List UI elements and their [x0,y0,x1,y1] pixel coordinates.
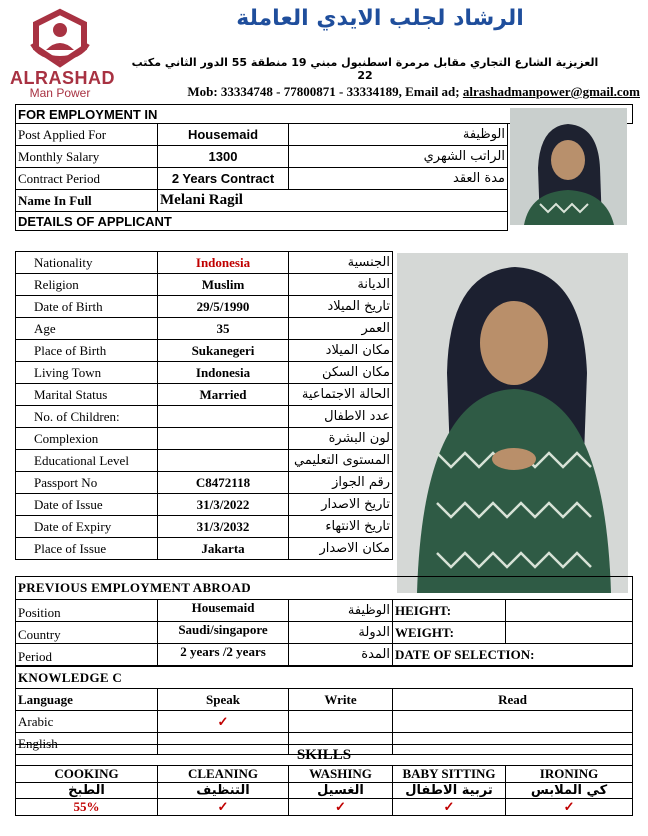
applicant-photo-small [510,108,627,225]
applicant-field-label: Passport No [16,472,158,494]
language-arabic: Arabic [16,711,158,733]
applicant-field-label: Religion [16,274,158,296]
applicant-field-value: Married [158,384,289,406]
applicant-field-value: 31/3/2032 [158,516,289,538]
skill-mark: 55% [16,799,158,816]
weight-label: WEIGHT: [393,622,506,644]
applicant-field-label: No. of Children: [16,406,158,428]
skill-name-ar: الطبخ [16,783,158,799]
speak-header: Speak [158,689,289,711]
applicant-field-value: Indonesia [158,252,289,274]
company-title: الرشاد لجلب الايدي العاملة [236,6,524,31]
applicant-row [16,494,393,516]
applicant-row [16,252,393,274]
applicant-row [16,538,393,560]
arabic-read [393,711,633,733]
skill-mark: ✓ [506,799,633,816]
applicant-field-label-ar: رقم الجواز [289,472,393,494]
name-value: Melani Ragil [158,190,508,212]
applicant-row [16,428,393,450]
applicant-row [16,472,393,494]
contract-value: 2 Years Contract [158,168,289,190]
skill-name: IRONING [506,766,633,783]
applicant-field-label-ar: تاريخ الانتهاء [289,516,393,538]
applicant-field-label-ar: عدد الاطفال [289,406,393,428]
post-label: Post Applied For [16,124,158,146]
height-value [506,600,633,622]
applicant-field-label-ar: مكان السكن [289,362,393,384]
contract-label-ar: مدة العقد [289,168,508,190]
contact-line [120,84,640,100]
salary-label-ar: الراتب الشهري [289,146,508,168]
skills-table [15,744,633,816]
applicant-field-label-ar: المستوى التعليمي [289,450,393,472]
applicant-field-label: Date of Expiry [16,516,158,538]
applicant-field-label-ar: الديانة [289,274,393,296]
language-header: Language [16,689,158,711]
applicant-field-value: Jakarta [158,538,289,560]
applicant-field-label-ar: الحالة الاجتماعية [289,384,393,406]
position-label: Position [16,600,158,622]
skill-name: BABY SITTING [393,766,506,783]
applicant-field-value [158,428,289,450]
name-label: Name In Full [16,190,158,212]
applicant-row [16,362,393,384]
weight-value [506,622,633,644]
applicant-row [16,406,393,428]
country-label-ar: الدولة [289,622,393,644]
salary-value: 1300 [158,146,289,168]
language-table [15,666,633,755]
previous-employment-table [15,576,633,666]
applicant-row [16,296,393,318]
skill-name-ar: كي الملابس [506,783,633,799]
period-value: 2 years /2 years [158,644,289,666]
skill-mark: ✓ [158,799,289,816]
skill-name: WASHING [289,766,393,783]
applicant-field-value: Muslim [158,274,289,296]
applicant-field-value: 29/5/1990 [158,296,289,318]
skill-mark: ✓ [289,799,393,816]
country-value: Saudi/singapore [158,622,289,644]
applicant-field-label: Place of Issue [16,538,158,560]
applicant-row [16,384,393,406]
arabic-write [289,711,393,733]
skill-name-ar: الغسيل [289,783,393,799]
applicant-field-label-ar: تاريخ الاصدار [289,494,393,516]
email-link[interactable]: alrashadmanpower@gmail.com [462,84,640,99]
applicant-row [16,274,393,296]
company-address: العزيزية الشارع التجاري مقابل مرمرة اسطنبول مبني 19 منطقة 55 الدور الثاني مكتب 22 [131,56,599,82]
applicant-title: DETAILS OF APPLICANT [16,212,508,231]
employment-title: FOR EMPLOYMENT IN [16,105,633,124]
applicant-field-value: C8472118 [158,472,289,494]
applicant-field-label-ar: العمر [289,318,393,340]
contact-phones: Mob: 33334748 - 77800871 - 33334189, Email ad; [187,84,463,99]
country-label: Country [16,622,158,644]
selection-date-label: DATE OF SELECTION: [393,644,633,666]
applicant-field-label: Complexion [16,428,158,450]
applicant-field-label: Living Town [16,362,158,384]
applicant-row [16,318,393,340]
period-label: Period [16,644,158,666]
logo-name: ALRASHAD [10,68,115,88]
applicant-field-value: 35 [158,318,289,340]
applicant-row [16,516,393,538]
language-english: English [16,733,158,755]
applicant-field-label: Date of Issue [16,494,158,516]
applicant-field-label-ar: لون البشرة [289,428,393,450]
position-label-ar: الوظيفة [289,600,393,622]
applicant-field-value [158,406,289,428]
period-label-ar: المدة [289,644,393,666]
applicant-field-label: Date of Birth [16,296,158,318]
applicant-field-label-ar: مكان الميلاد [289,340,393,362]
salary-label: Monthly Salary [16,146,158,168]
post-label-ar: الوظيفة [289,124,508,146]
applicant-field-value: 31/3/2022 [158,494,289,516]
knowledge-title: KNOWLEDGE C [16,667,633,689]
logo-subtitle: Man Power [29,86,91,100]
applicant-field-value: Indonesia [158,362,289,384]
applicant-field-label: Nationality [16,252,158,274]
applicant-field-label: Educational Level [16,450,158,472]
position-value: Housemaid [158,600,289,622]
skill-name: CLEANING [158,766,289,783]
applicant-field-value: Sukanegeri [158,340,289,362]
skill-mark: ✓ [393,799,506,816]
read-header: Read [393,689,633,711]
applicant-field-label-ar: الجنسية [289,252,393,274]
applicant-photo-large [397,253,628,593]
applicant-row [16,340,393,362]
skills-title: SKILLS [16,745,633,766]
post-value: Housemaid [158,124,289,146]
write-header: Write [289,689,393,711]
height-label: HEIGHT: [393,600,506,622]
applicant-field-label: Place of Birth [16,340,158,362]
applicant-details-table [15,251,393,560]
applicant-field-label: Age [16,318,158,340]
skill-name-ar: تربية الاطفال [393,783,506,799]
skill-name: COOKING [16,766,158,783]
applicant-field-value [158,450,289,472]
applicant-field-label: Marital Status [16,384,158,406]
previous-title: PREVIOUS EMPLOYMENT ABROAD [16,577,633,600]
arabic-speak-check: ✓ [158,711,289,733]
applicant-row [16,450,393,472]
skill-name-ar: التنظيف [158,783,289,799]
applicant-field-label-ar: مكان الاصدار [289,538,393,560]
contract-label: Contract Period [16,168,158,190]
applicant-field-label-ar: تاريخ الميلاد [289,296,393,318]
